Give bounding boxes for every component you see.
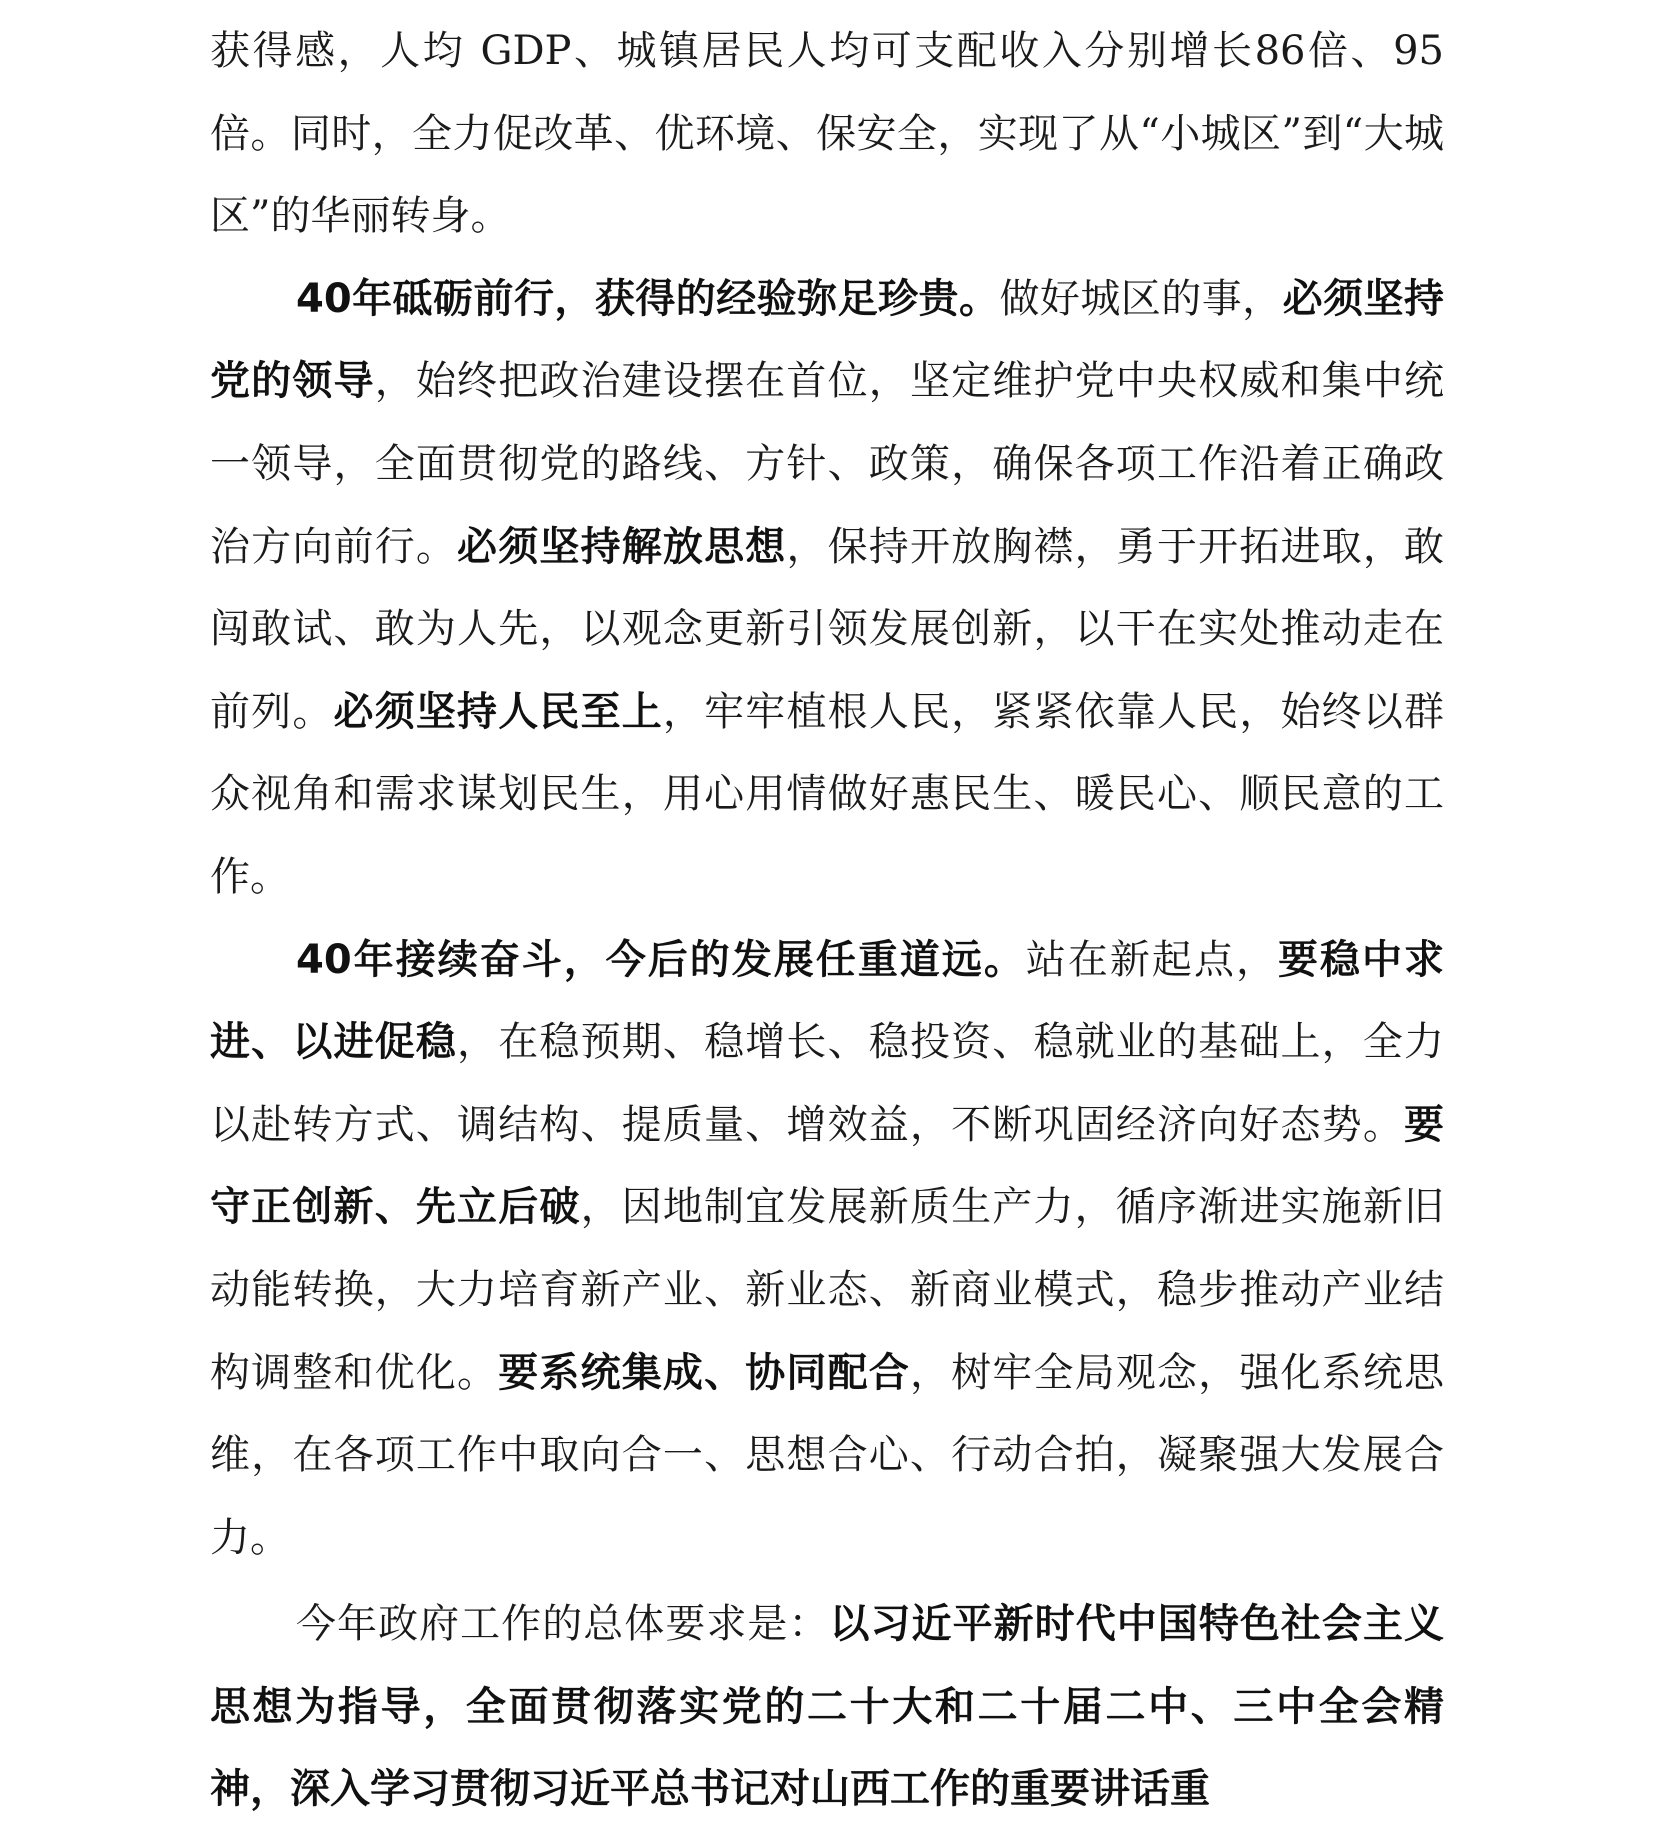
bold-heading-segment: 40年砥砺前行，获得的经验弥足珍贵。 [296, 275, 1000, 322]
text-segment: ，在稳预期、稳增长、稳投资、稳就业的基础上，全力以赴转方式、调结构、提质量、增效益，不断巩固经济向好态势。 [210, 1019, 1445, 1148]
bold-heading-segment: 40年接续奋斗，今后的发展任重道远。 [296, 936, 1026, 983]
text-segment: ，始终把政治建设摆在首位，坚定维护党中央权威和集中统一领导，全面贯彻党的路线、方针、政策，确保各项工作沿着正确政治方向前行。 [210, 358, 1445, 570]
bold-segment: 必须坚持人民至上 [333, 688, 663, 735]
paragraph-4 [210, 1583, 1444, 1831]
text-segment: 获得感，人均 GDP、城镇居民人均可支配收入分别增长86倍、95倍。同时，全力促改革、优环境、保安全，实现了从“小城区”到“大城区”的华丽转身。 [210, 28, 1444, 240]
bold-segment: 必须坚持解放思想 [457, 523, 787, 570]
text-segment: 今年政府工作的总体要求是： [296, 1601, 830, 1648]
bold-segment: 要系统集成、协同配合 [498, 1349, 910, 1396]
text-segment: ，因地制宜发展新质生产力，循序渐进实施新旧动能转换，大力培育新产业、新业态、新商业模式，稳步推动产业结构调整和优化。 [210, 1184, 1445, 1396]
bold-segment: 要守正创新、先立后破 [210, 1101, 1444, 1231]
paragraph-1 [210, 10, 1444, 258]
paragraph-2 [210, 258, 1444, 919]
bold-segment: 必须坚持党的领导 [210, 275, 1445, 405]
bold-segment: 以习近平新时代中国特色社会主义思想为指导，全面贯彻落实党的二十大和二十届二中、三中全会精神，深入学习贯彻习近平总书记对山西工作的重要讲话重 [210, 1601, 1445, 1813]
text-segment: ，牢牢植根人民，紧紧依靠人民，始终以群众视角和需求谋划民生，用心用情做好惠民生、暖民心、顺民意的工作。 [210, 688, 1445, 900]
document-page [210, 10, 1444, 1831]
text-segment: 站在新起点， [1025, 936, 1278, 983]
paragraph-3 [210, 919, 1444, 1580]
bold-segment: 要稳中求进、以进促稳 [210, 936, 1445, 1066]
text-segment: ，保持开放胸襟，勇于开拓进取，敢闯敢试、敢为人先，以观念更新引领发展创新，以干在实处推动走在前列。 [210, 523, 1445, 735]
text-segment: ，树牢全局观念，强化系统思维，在各项工作中取向合一、思想合心、行动合拍，凝聚强大发展合力。 [210, 1349, 1445, 1561]
text-segment: 做好城区的事， [999, 275, 1283, 322]
